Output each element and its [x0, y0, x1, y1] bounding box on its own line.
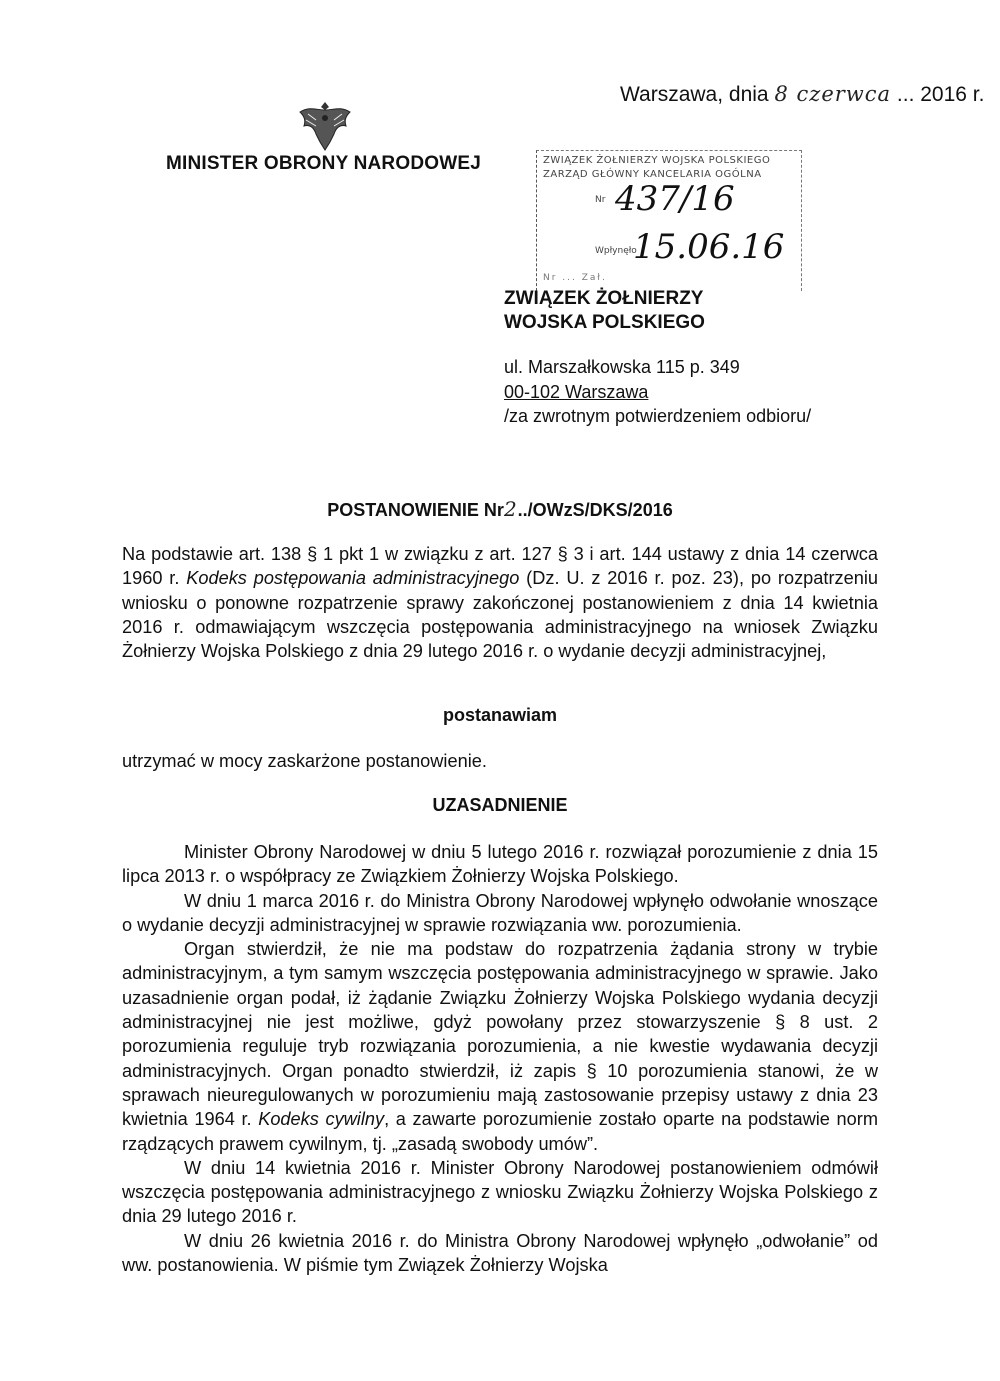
polish-eagle-emblem-icon [296, 98, 354, 154]
document-title [0, 497, 1000, 521]
stamp-received-label: Wpłynęło [595, 246, 637, 256]
stamp-bottom-line: Nr ... Zał. [543, 273, 607, 283]
justification-paragraph-4: W dniu 14 kwietnia 2016 r. Minister Obrony Narodowej postanowieniem odmówił wszczęcia postępowania administracyjnego z wniosku Związku Żołnierzy Wojska Polskiego z dnia 29 lutego 2016 r. [122, 1157, 878, 1227]
p3-text-after: , a zawarte porozumienie zostało oparte na podstawie norm rządzących prawem cywilnym, tj. „zasadą swobody umów”. [122, 1109, 878, 1154]
justification-paragraph-2: W dniu 1 marca 2016 r. do Ministra Obrony Narodowej wpłynęło odwołanie wnoszące o wydanie decyzji administracyjnej w sprawie rozwiązania ww. porozumienia. [122, 890, 878, 935]
intro-paragraph [122, 542, 878, 663]
recipient-city: 00-102 Warszawa [504, 382, 649, 402]
justification-paragraph-3 [122, 937, 878, 1156]
document-date [620, 82, 984, 107]
justification-paragraph-5: W dniu 26 kwietnia 2016 r. do Ministra Obrony Narodowej wpłynęło „odwołanie” od ww. postanowienia. W piśmie tym Związek Żołnierzy Wojska [122, 1230, 878, 1276]
p3-act-title: Kodeks cywilny [258, 1109, 385, 1130]
recipient-name-line1: ZWIĄZEK ŻOŁNIERZY [504, 288, 704, 309]
date-handwritten: 8 czerwca [774, 82, 892, 106]
intro-text-before: Na podstawie art. 138 § 1 pkt 1 w związku z art. 127 § 3 i art. 144 ustawy z dnia 14 czerwca 1960 r. [122, 544, 878, 589]
decision-text: utrzymać w mocy zaskarżone postanowienie. [122, 751, 487, 771]
registry-stamp [536, 150, 802, 291]
title-number-handwritten: 2 [503, 497, 518, 521]
date-prefix: Warszawa, dnia [620, 83, 769, 106]
title-prefix: POSTANOWIENIE Nr [327, 500, 504, 520]
justification-body [122, 840, 878, 1277]
justification-heading: UZASADNIENIE [432, 795, 568, 815]
delivery-note: /za zwrotnym potwierdzeniem odbioru/ [504, 406, 812, 426]
stamp-number-handwritten: 437/16 [615, 179, 735, 219]
recipient-street: ul. Marszałkowska 115 p. 349 [504, 357, 740, 377]
stamp-nr-label: Nr [595, 195, 606, 205]
title-suffix: ../OWzS/DKS/2016 [517, 500, 673, 520]
decision-heading: postanawiam [442, 705, 558, 725]
issuing-authority: MINISTER OBRONY NARODOWEJ [166, 153, 482, 174]
p3-text-before: Organ stwierdził, że nie ma podstaw do rozpatrzenia żądania strony w trybie administracyjnym, a tym samym wszczęcia postępowania administracyjnego w sprawie. Jako uzasadnienie organ podał, iż żądanie Związku Żołnierzy Wojska Polskiego wydania decyzji administracyjnej nie jest możliwe, gdyż powołany przez stowarzyszenie § 8 ust. 2 porozumienia reguluje tryb rozwiązania porozumienia, a nie kwestie wydawania decyzji administracyjnych. Organ ponadto stwierdził, iż zapis § 10 porozumienia stanowi, że w sprawach nieuregulowanych w porozumieniu mają zastosowanie przepisy ustawy z dnia 23 kwietnia 1964 r. [122, 939, 878, 1130]
intro-text-after: (Dz. U. z 2016 r. poz. 23), po rozpatrzeniu wniosku o ponowne rozpatrzenie sprawy zakończonej postanowieniem z dnia 14 kwietnia 2016 r. odmawiającym wszczęcia postępowania administracyjnego na wniosek Związku Żołnierzy Wojska Polskiego z dnia 29 lutego 2016 r. o wydanie decyzji administracyjnej, [122, 568, 878, 662]
justification-paragraph-1: Minister Obrony Narodowej w dniu 5 lutego 2016 r. rozwiązał porozumienie z dnia 15 lipca 2013 r. o współpracy ze Związkiem Żołnierzy Wojska Polskiego. [122, 842, 878, 887]
stamp-line-2: ZARZĄD GŁÓWNY KANCELARIA OGÓLNA [543, 169, 762, 180]
stamp-line-1: ZWIĄZEK ŻOŁNIERZY WOJSKA POLSKIEGO [543, 155, 771, 166]
intro-act-title: Kodeks postępowania administracyjnego [186, 568, 520, 589]
stamp-date-handwritten: 15.06.16 [633, 227, 785, 267]
recipient-name-line2: WOJSKA POLSKIEGO [504, 312, 705, 333]
date-suffix: ... 2016 r. [896, 83, 985, 106]
